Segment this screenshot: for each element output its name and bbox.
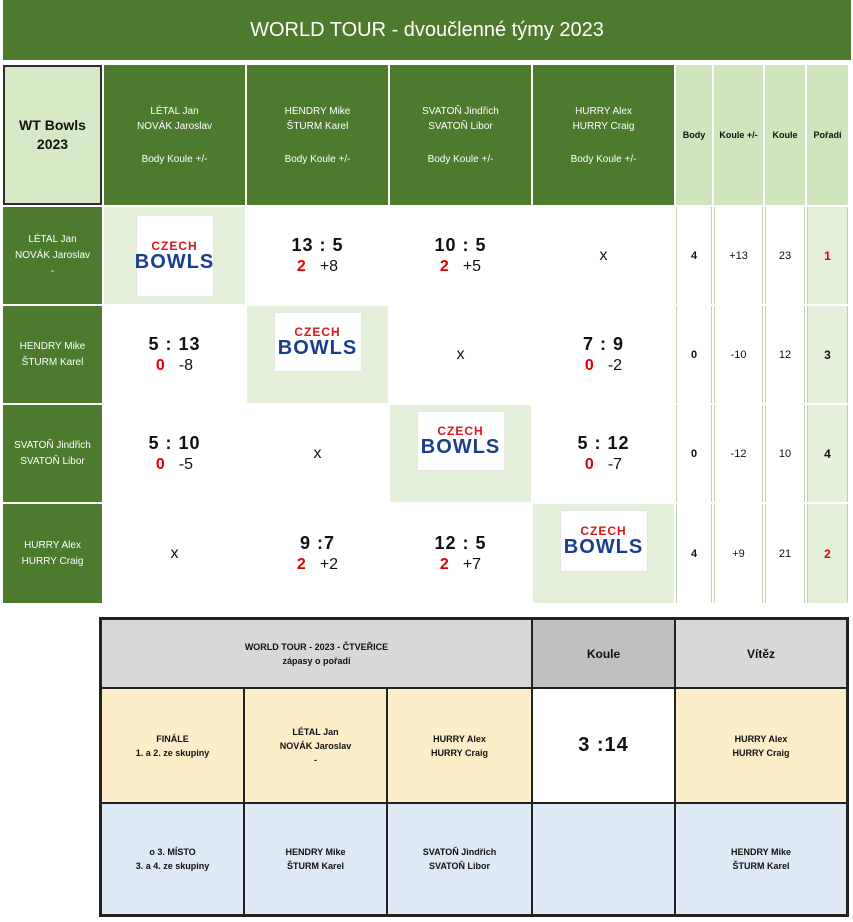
no-match-cell: x: [390, 306, 531, 403]
corner-label-line2: 2023: [36, 136, 69, 152]
column-header-team-2: HENDRY Mike ŠTURM Karel Body Koule +/-: [247, 65, 388, 205]
final-team-b: HURRY Alex HURRY Craig: [388, 689, 531, 802]
stat-diff: +13: [714, 207, 763, 304]
match-score-cell: 5 : 12 0 -7: [533, 405, 674, 502]
stat-rank: 2: [807, 504, 848, 603]
row-header-team-3: SVATOŇ Jindřich SVATOŇ Libor: [3, 405, 102, 502]
match-score-cell: 5 : 10 0 -5: [104, 405, 245, 502]
no-match-cell: x: [104, 504, 245, 603]
match-score-cell: 5 : 13 0 -8: [104, 306, 245, 403]
stat-rank: 3: [807, 306, 848, 403]
row-header-team-4: HURRY Alex HURRY Craig: [3, 504, 102, 603]
stat-body: 4: [676, 504, 712, 603]
stat-diff: +9: [714, 504, 763, 603]
diagonal-logo-cell: [104, 207, 245, 304]
stat-body: 0: [676, 306, 712, 403]
final-stage-label: FINÁLE 1. a 2. ze skupiny: [102, 689, 243, 802]
stat-koule: 21: [765, 504, 805, 603]
final-team-a: LÉTAL Jan NOVÁK Jaroslav -: [245, 689, 386, 802]
final-score: 3 :14: [533, 689, 674, 802]
match-score-cell: 12 : 5 2 +7: [390, 504, 531, 603]
row-header-team-1: LÉTAL Jan NOVÁK Jaroslav -: [3, 207, 102, 304]
stat-header-rank: Pořadí: [807, 65, 848, 205]
third-place-team-a: HENDRY Mike ŠTURM Karel: [245, 804, 386, 914]
no-match-cell: x: [247, 405, 388, 502]
stat-rank: 4: [807, 405, 848, 502]
stat-koule: 23: [765, 207, 805, 304]
stat-body: 0: [676, 405, 712, 502]
third-place-score: [533, 804, 674, 914]
finals-winner-header: Vítěz: [676, 620, 846, 687]
diagonal-logo-cell: [533, 504, 674, 603]
third-place-team-b: SVATOŇ Jindřich SVATOŇ Libor: [388, 804, 531, 914]
page-title: WORLD TOUR - dvoučlenné týmy 2023: [3, 0, 851, 60]
no-match-cell: x: [533, 207, 674, 304]
finals-koule-header: Koule: [533, 620, 674, 687]
row-header-team-2: HENDRY Mike ŠTURM Karel: [3, 306, 102, 403]
column-header-team-3: SVATOŇ Jindřich SVATOŇ Libor Body Koule +/-: [390, 65, 531, 205]
czech-bowls-logo: CZECH BOWLS: [560, 510, 648, 572]
corner-label-line1: WT Bowls: [19, 117, 86, 133]
finals-header: WORLD TOUR - 2023 - ČTVEŘICE zápasy o pořadí: [102, 620, 531, 687]
czech-bowls-logo: CZECH BOWLS: [417, 411, 505, 471]
stat-header-koule: Koule: [765, 65, 805, 205]
final-winner: HURRY Alex HURRY Craig: [676, 689, 846, 802]
stat-body: 4: [676, 207, 712, 304]
match-score-cell: 9 :7 2 +2: [247, 504, 388, 603]
diagonal-logo-cell: [390, 405, 531, 502]
stat-koule: 10: [765, 405, 805, 502]
stat-diff: -10: [714, 306, 763, 403]
match-score-cell: 10 : 5 2 +5: [390, 207, 531, 304]
column-header-team-4: HURRY Alex HURRY Craig Body Koule +/-: [533, 65, 674, 205]
stat-header-diff: Koule +/-: [714, 65, 763, 205]
stat-diff: -12: [714, 405, 763, 502]
czech-bowls-logo: CZECH BOWLS: [136, 215, 214, 297]
match-score-cell: 13 : 5 2 +8: [247, 207, 388, 304]
diagonal-logo-cell: [247, 306, 388, 403]
third-place-winner: HENDRY Mike ŠTURM Karel: [676, 804, 846, 914]
stat-koule: 12: [765, 306, 805, 403]
stat-rank: 1: [807, 207, 848, 304]
corner-label: [3, 65, 102, 205]
match-score-cell: 7 : 9 0 -2: [533, 306, 674, 403]
czech-bowls-logo: CZECH BOWLS: [274, 312, 362, 372]
stat-header-body: Body: [676, 65, 712, 205]
column-header-team-1: LÉTAL Jan NOVÁK Jaroslav Body Koule +/-: [104, 65, 245, 205]
third-place-stage-label: o 3. MÍSTO 3. a 4. ze skupiny: [102, 804, 243, 914]
